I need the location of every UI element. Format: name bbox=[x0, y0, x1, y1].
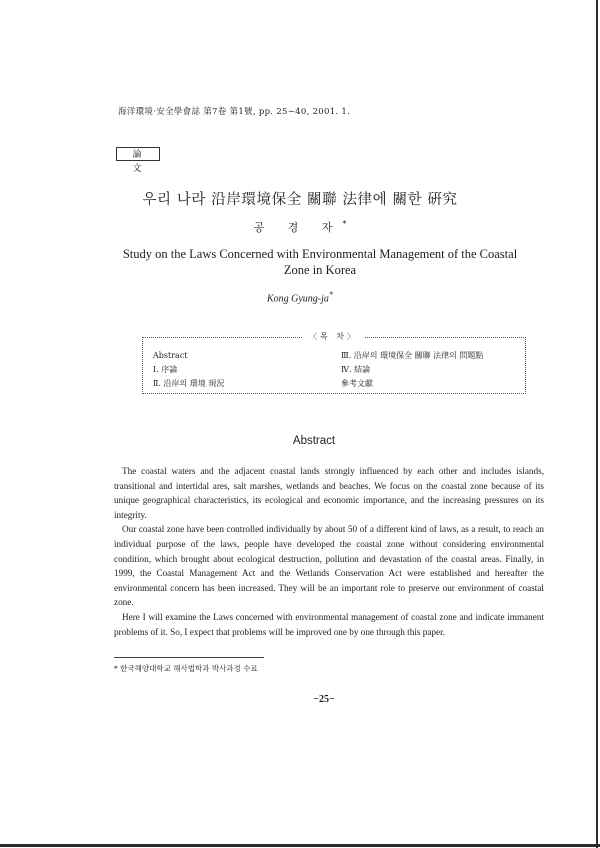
abstract-paragraph: Here I will examine the Laws concerned with environmental management of coastal zone and indicate immanent problems of it. So, I expect that problems will be improved one by one through this paper. bbox=[114, 611, 544, 637]
toc-right-column bbox=[341, 349, 483, 391]
toc-item-coastal-environment: Ⅱ. 沿岸의 環境 現況 bbox=[153, 379, 225, 388]
abstract-heading: Abstract bbox=[292, 435, 336, 447]
english-author-name: Kong Gyung-ja bbox=[266, 293, 329, 305]
toc-item-introduction: Ⅰ. 序論 bbox=[153, 365, 178, 374]
paper-type-label: 論 文 bbox=[116, 147, 160, 161]
toc-item-references: 參考文獻 bbox=[341, 379, 373, 388]
toc-item-legal-problems: Ⅲ. 沿岸의 環境保全 關聯 法律의 問題點 bbox=[341, 351, 484, 360]
english-author bbox=[0, 290, 600, 304]
page-edge-bottom bbox=[0, 844, 600, 847]
toc-item-abstract: Abstract bbox=[153, 351, 188, 360]
english-author-footnote-mark: * bbox=[328, 290, 334, 299]
toc-heading: 〈목 차〉 bbox=[303, 331, 364, 342]
journal-citation: 海洋環境·安全學會誌 第7卷 第1號, pp. 25∼40, 2001. 1. bbox=[118, 107, 351, 117]
page-number: −25− bbox=[313, 694, 335, 705]
english-title: Study on the Laws Concerned with Environmental Management of the Coastal Zone in Korea bbox=[122, 247, 518, 277]
toc-left-column bbox=[153, 349, 224, 391]
korean-author-name: 공 경 자 bbox=[253, 221, 343, 234]
footnote-divider bbox=[114, 657, 264, 658]
korean-author bbox=[0, 219, 600, 235]
toc-item-conclusion: Ⅳ. 結論 bbox=[341, 365, 371, 374]
korean-author-footnote-mark: * bbox=[342, 219, 347, 229]
abstract-paragraph: The coastal waters and the adjacent coastal lands strongly influenced by each other and includes islands, transitional and intertidal ares, salt marshes, wetlands and beaches. We focus on the coastal zone because of its unique geographical characteristics, its ecological and economic importance, and the increasing pressures on its integrity. bbox=[114, 466, 544, 520]
abstract-body bbox=[114, 464, 544, 639]
page-edge-right bbox=[596, 0, 598, 848]
table-of-contents bbox=[142, 332, 526, 394]
abstract-paragraph: Our coastal zone have been controlled individually by about 50 of a different kind of laws, as a result, to reach an individual purpose of the laws, people have developed the coastal zone without considering environmental condition, which brought about ecological destruction, pollution and devastation of the coastal areas. Finally, in 1999, the Coastal Management Act and the Wetlands Conservation Act were established and hereafter the environmental concern has been increased. They will be an important role to preserve our environment of coastal zone. bbox=[114, 524, 544, 608]
korean-title: 우리 나라 沿岸環境保全 關聯 法律에 關한 硏究 bbox=[142, 192, 458, 208]
author-footnote: * 한국해양대학교 해사법학과 박사과정 수료 bbox=[114, 664, 258, 673]
